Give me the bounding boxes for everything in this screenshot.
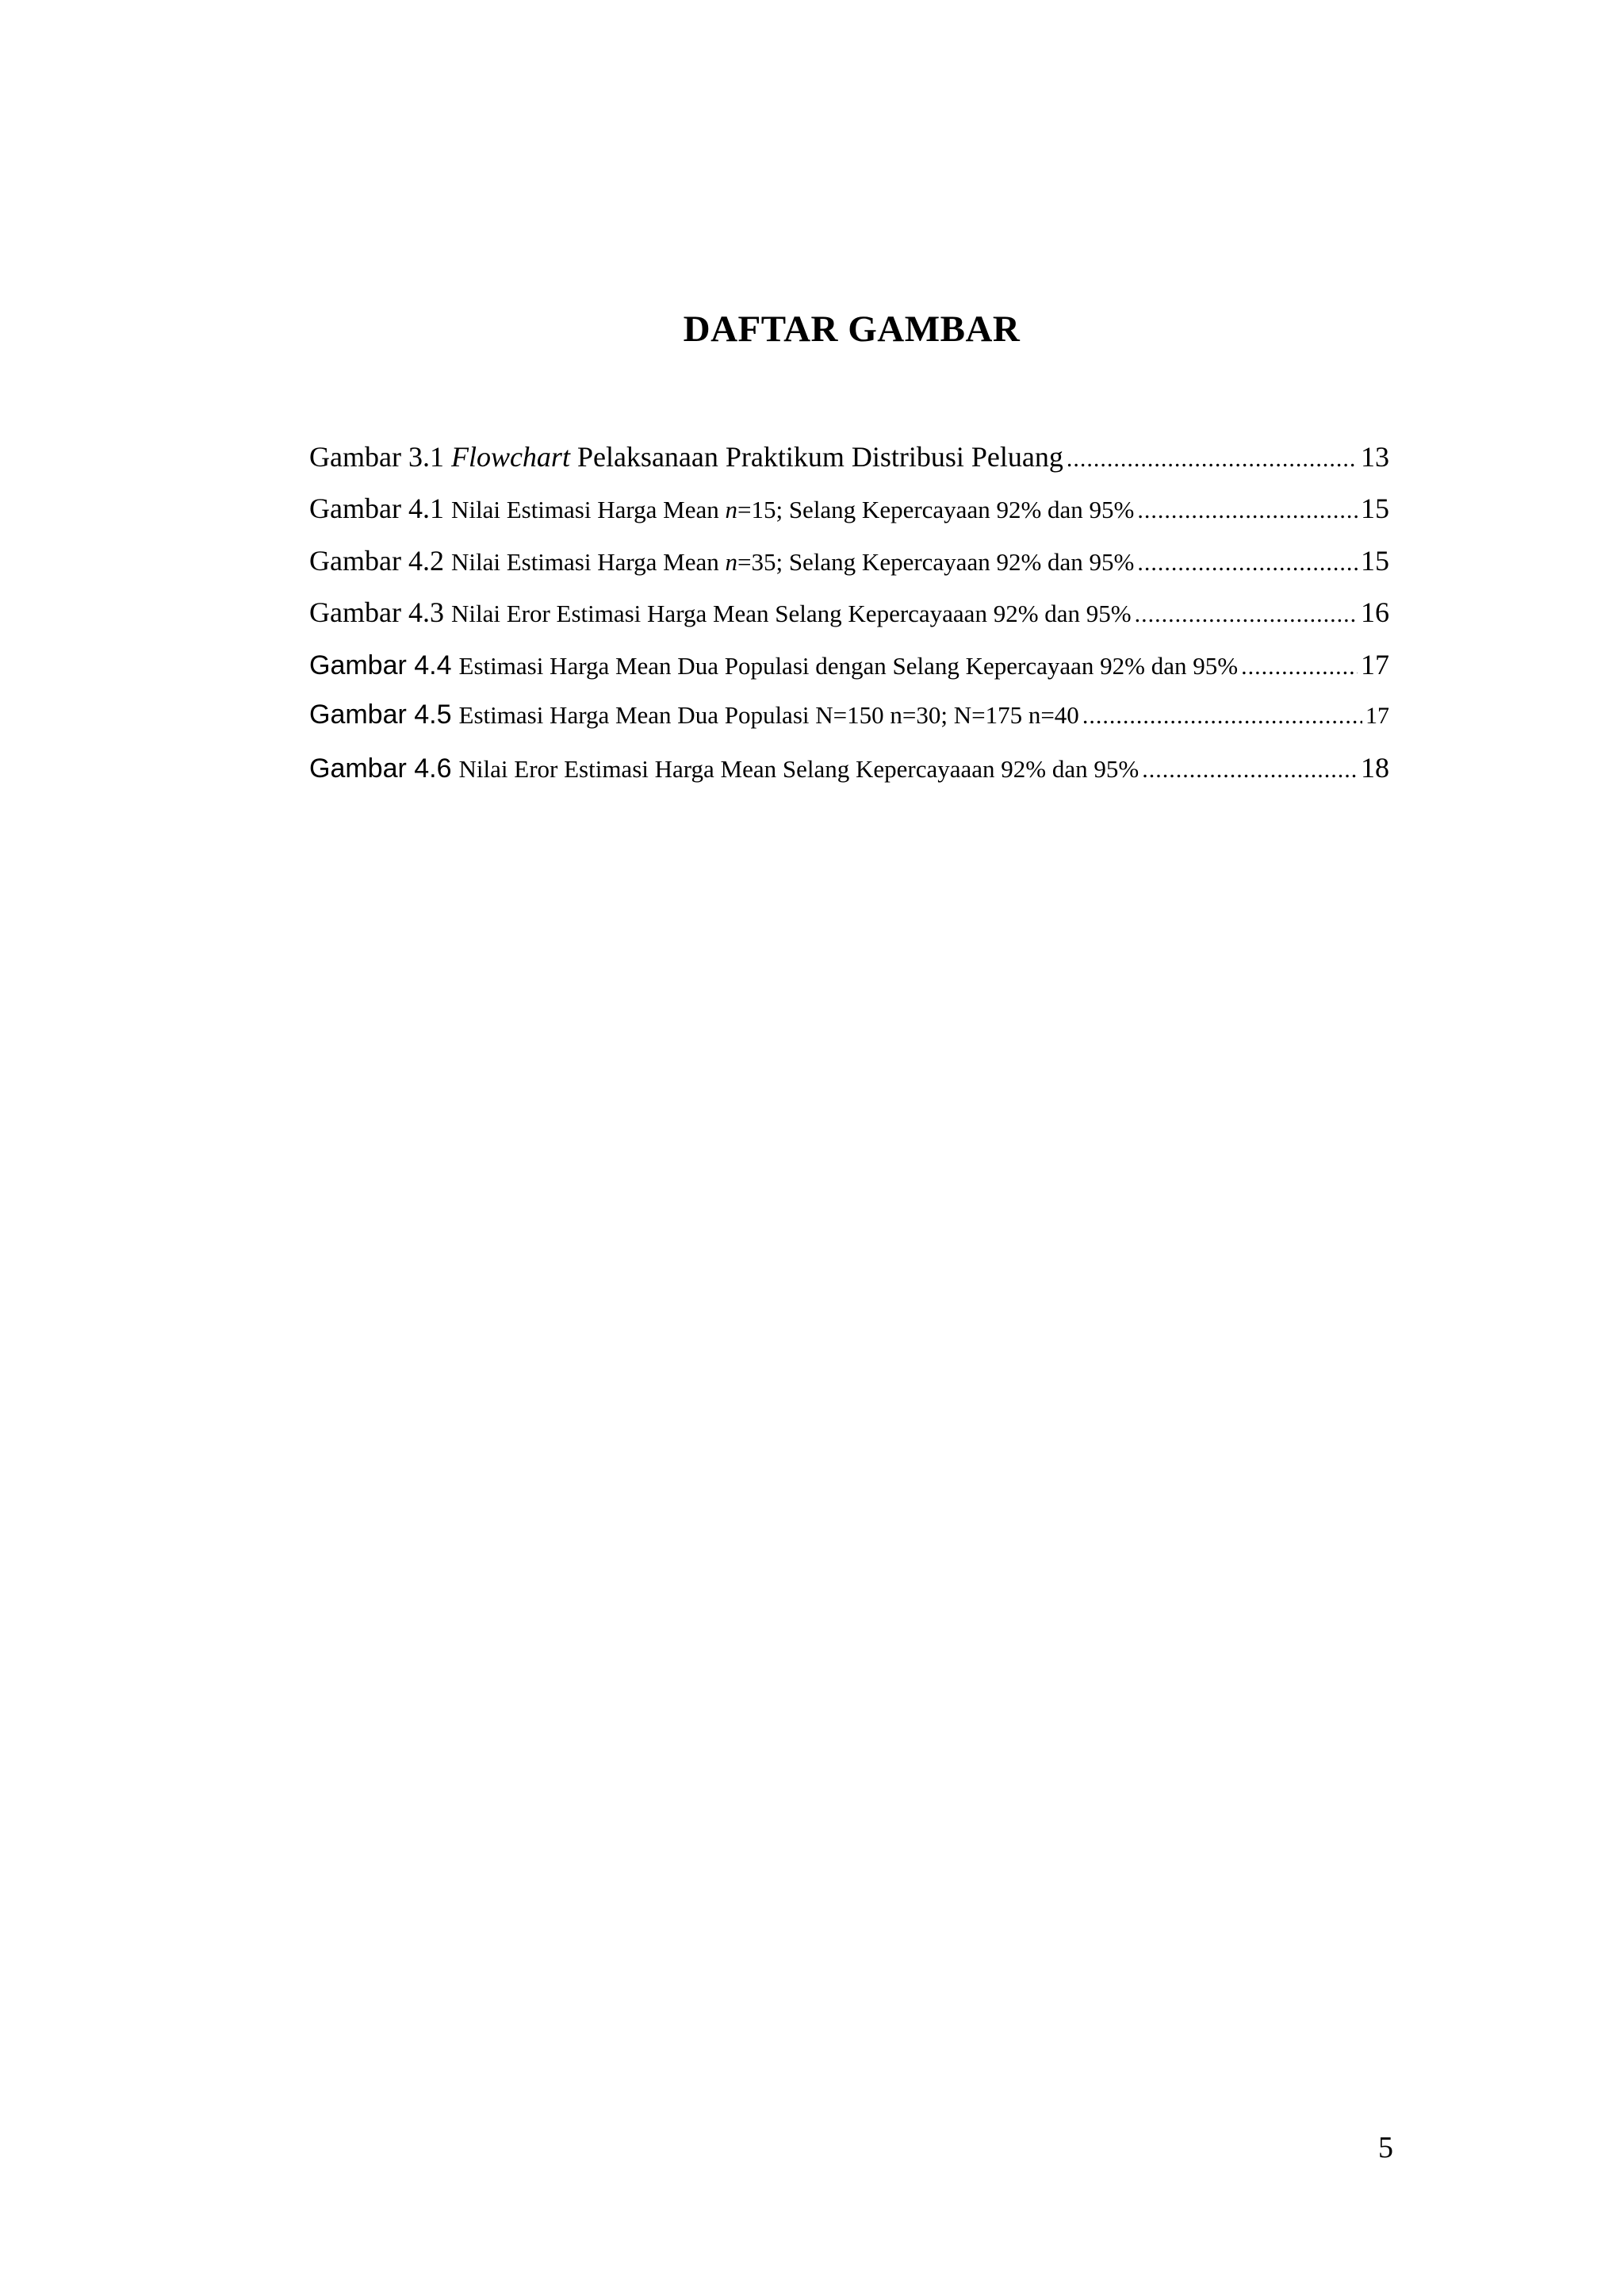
toc-entry-title (451, 440, 1063, 473)
toc-entry-italic: n (725, 547, 737, 576)
dot-leader (1135, 601, 1358, 628)
toc-entry-title (451, 496, 1134, 524)
toc-entry-page: 13 (1361, 441, 1389, 473)
dot-leader (1137, 550, 1358, 577)
toc-entry-title: Nilai Eror Estimasi Harga Mean Selang Kepercayaaan 92% dan 95% (458, 755, 1139, 784)
dot-leader (1137, 497, 1358, 524)
toc-entry-title (451, 548, 1134, 577)
toc-entry-page: 17 (1365, 702, 1389, 729)
page-number: 5 (1378, 2131, 1393, 2164)
toc-entry-text: =35; Selang Kepercayaan 92% dan 95% (737, 547, 1135, 576)
toc-entry-page: 15 (1361, 544, 1389, 577)
toc-entry-italic: Flowchart (450, 441, 570, 473)
toc-entry-3-1[interactable] (309, 440, 1389, 492)
toc-entry-4-6[interactable] (309, 751, 1389, 803)
toc-entry-label: Gambar 4.2 (309, 544, 444, 577)
dot-leader (1082, 703, 1362, 730)
toc-entry-title: Estimasi Harga Mean Dua Populasi N=150 n=30; N=175 n=40 (458, 700, 1079, 729)
toc-entry-label: Gambar 4.4 (309, 650, 452, 680)
dot-leader (1142, 757, 1358, 784)
toc-entry-text-pre: Nilai Estimasi Harga Mean (450, 496, 726, 524)
dot-leader (1067, 446, 1358, 473)
toc-entry-4-1[interactable] (309, 492, 1389, 543)
toc-entry-text: =15; Selang Kepercayaan 92% dan 95% (737, 496, 1135, 524)
toc-entry-page: 17 (1361, 648, 1389, 680)
toc-entry-page: 16 (1361, 596, 1389, 629)
toc-entry-text: Pelaksanaan Praktikum Distribusi Peluang (569, 441, 1063, 473)
toc-entry-page: 18 (1361, 752, 1389, 784)
toc-entry-label: Gambar 4.3 (309, 596, 444, 629)
toc-entry-title: Nilai Eror Estimasi Harga Mean Selang Kepercayaaan 92% dan 95% (450, 600, 1132, 628)
toc-entry-label: Gambar 4.5 (309, 699, 452, 730)
toc-entry-label: Gambar 4.6 (309, 753, 452, 784)
dot-leader (1241, 654, 1358, 680)
list-of-figures (309, 440, 1389, 803)
toc-entry-4-3[interactable] (309, 596, 1389, 647)
toc-entry-4-4[interactable] (309, 648, 1389, 700)
toc-entry-italic: n (725, 496, 737, 524)
toc-entry-label: Gambar 3.1 (309, 441, 444, 473)
page-title: DAFTAR GAMBAR (683, 309, 1021, 350)
toc-entry-text-pre: Nilai Estimasi Harga Mean (450, 547, 726, 576)
toc-entry-title: Estimasi Harga Mean Dua Populasi dengan Selang Kepercayaan 92% dan 95% (458, 651, 1239, 680)
toc-entry-4-2[interactable] (309, 544, 1389, 596)
toc-entry-4-5[interactable] (309, 700, 1389, 751)
toc-entry-page: 15 (1361, 493, 1389, 525)
toc-entry-label: Gambar 4.1 (309, 493, 444, 525)
